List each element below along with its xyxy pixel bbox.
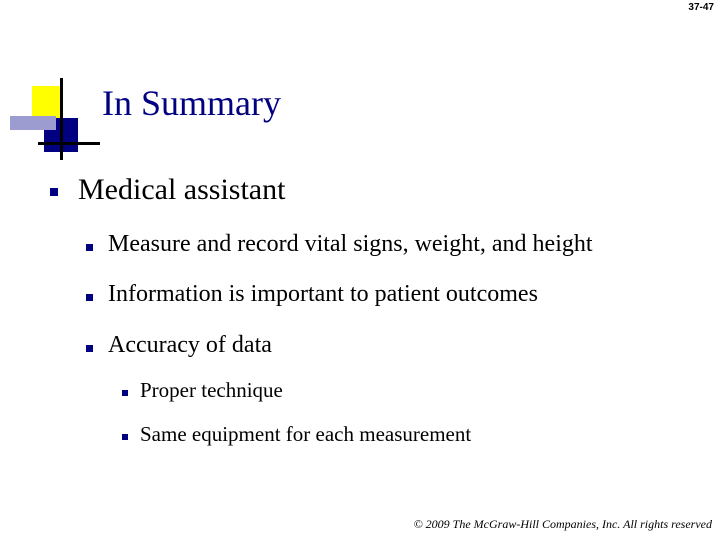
bullet-same-equipment: Same equipment for each measurement	[140, 422, 472, 446]
bullet-measure-record: Measure and record vital signs, weight, and height	[108, 231, 593, 257]
bullet-square-icon	[86, 345, 93, 352]
slide-title: In Summary	[102, 83, 281, 123]
bullet-square-icon	[86, 244, 93, 251]
bullet-medical-assistant: Medical assistant	[78, 173, 286, 206]
bullet-information-important: Information is important to patient outcomes	[108, 281, 538, 307]
bullet-accuracy-of-data: Accuracy of data	[108, 332, 272, 358]
bullet-square-icon	[122, 390, 128, 396]
bullet-square-icon	[122, 434, 128, 440]
bullet-square-icon	[86, 294, 93, 301]
bullet-square-icon	[50, 188, 58, 196]
slide-logo-decoration	[0, 0, 100, 170]
bullet-proper-technique: Proper technique	[140, 378, 283, 402]
logo-vertical-line	[60, 78, 63, 160]
logo-yellow-square	[32, 86, 62, 118]
logo-lavender-bar	[10, 116, 56, 130]
copyright-footer: © 2009 The McGraw-Hill Companies, Inc. All rights reserved	[413, 517, 712, 531]
slide-number: 37-47	[688, 2, 714, 13]
logo-horizontal-line	[38, 142, 100, 145]
